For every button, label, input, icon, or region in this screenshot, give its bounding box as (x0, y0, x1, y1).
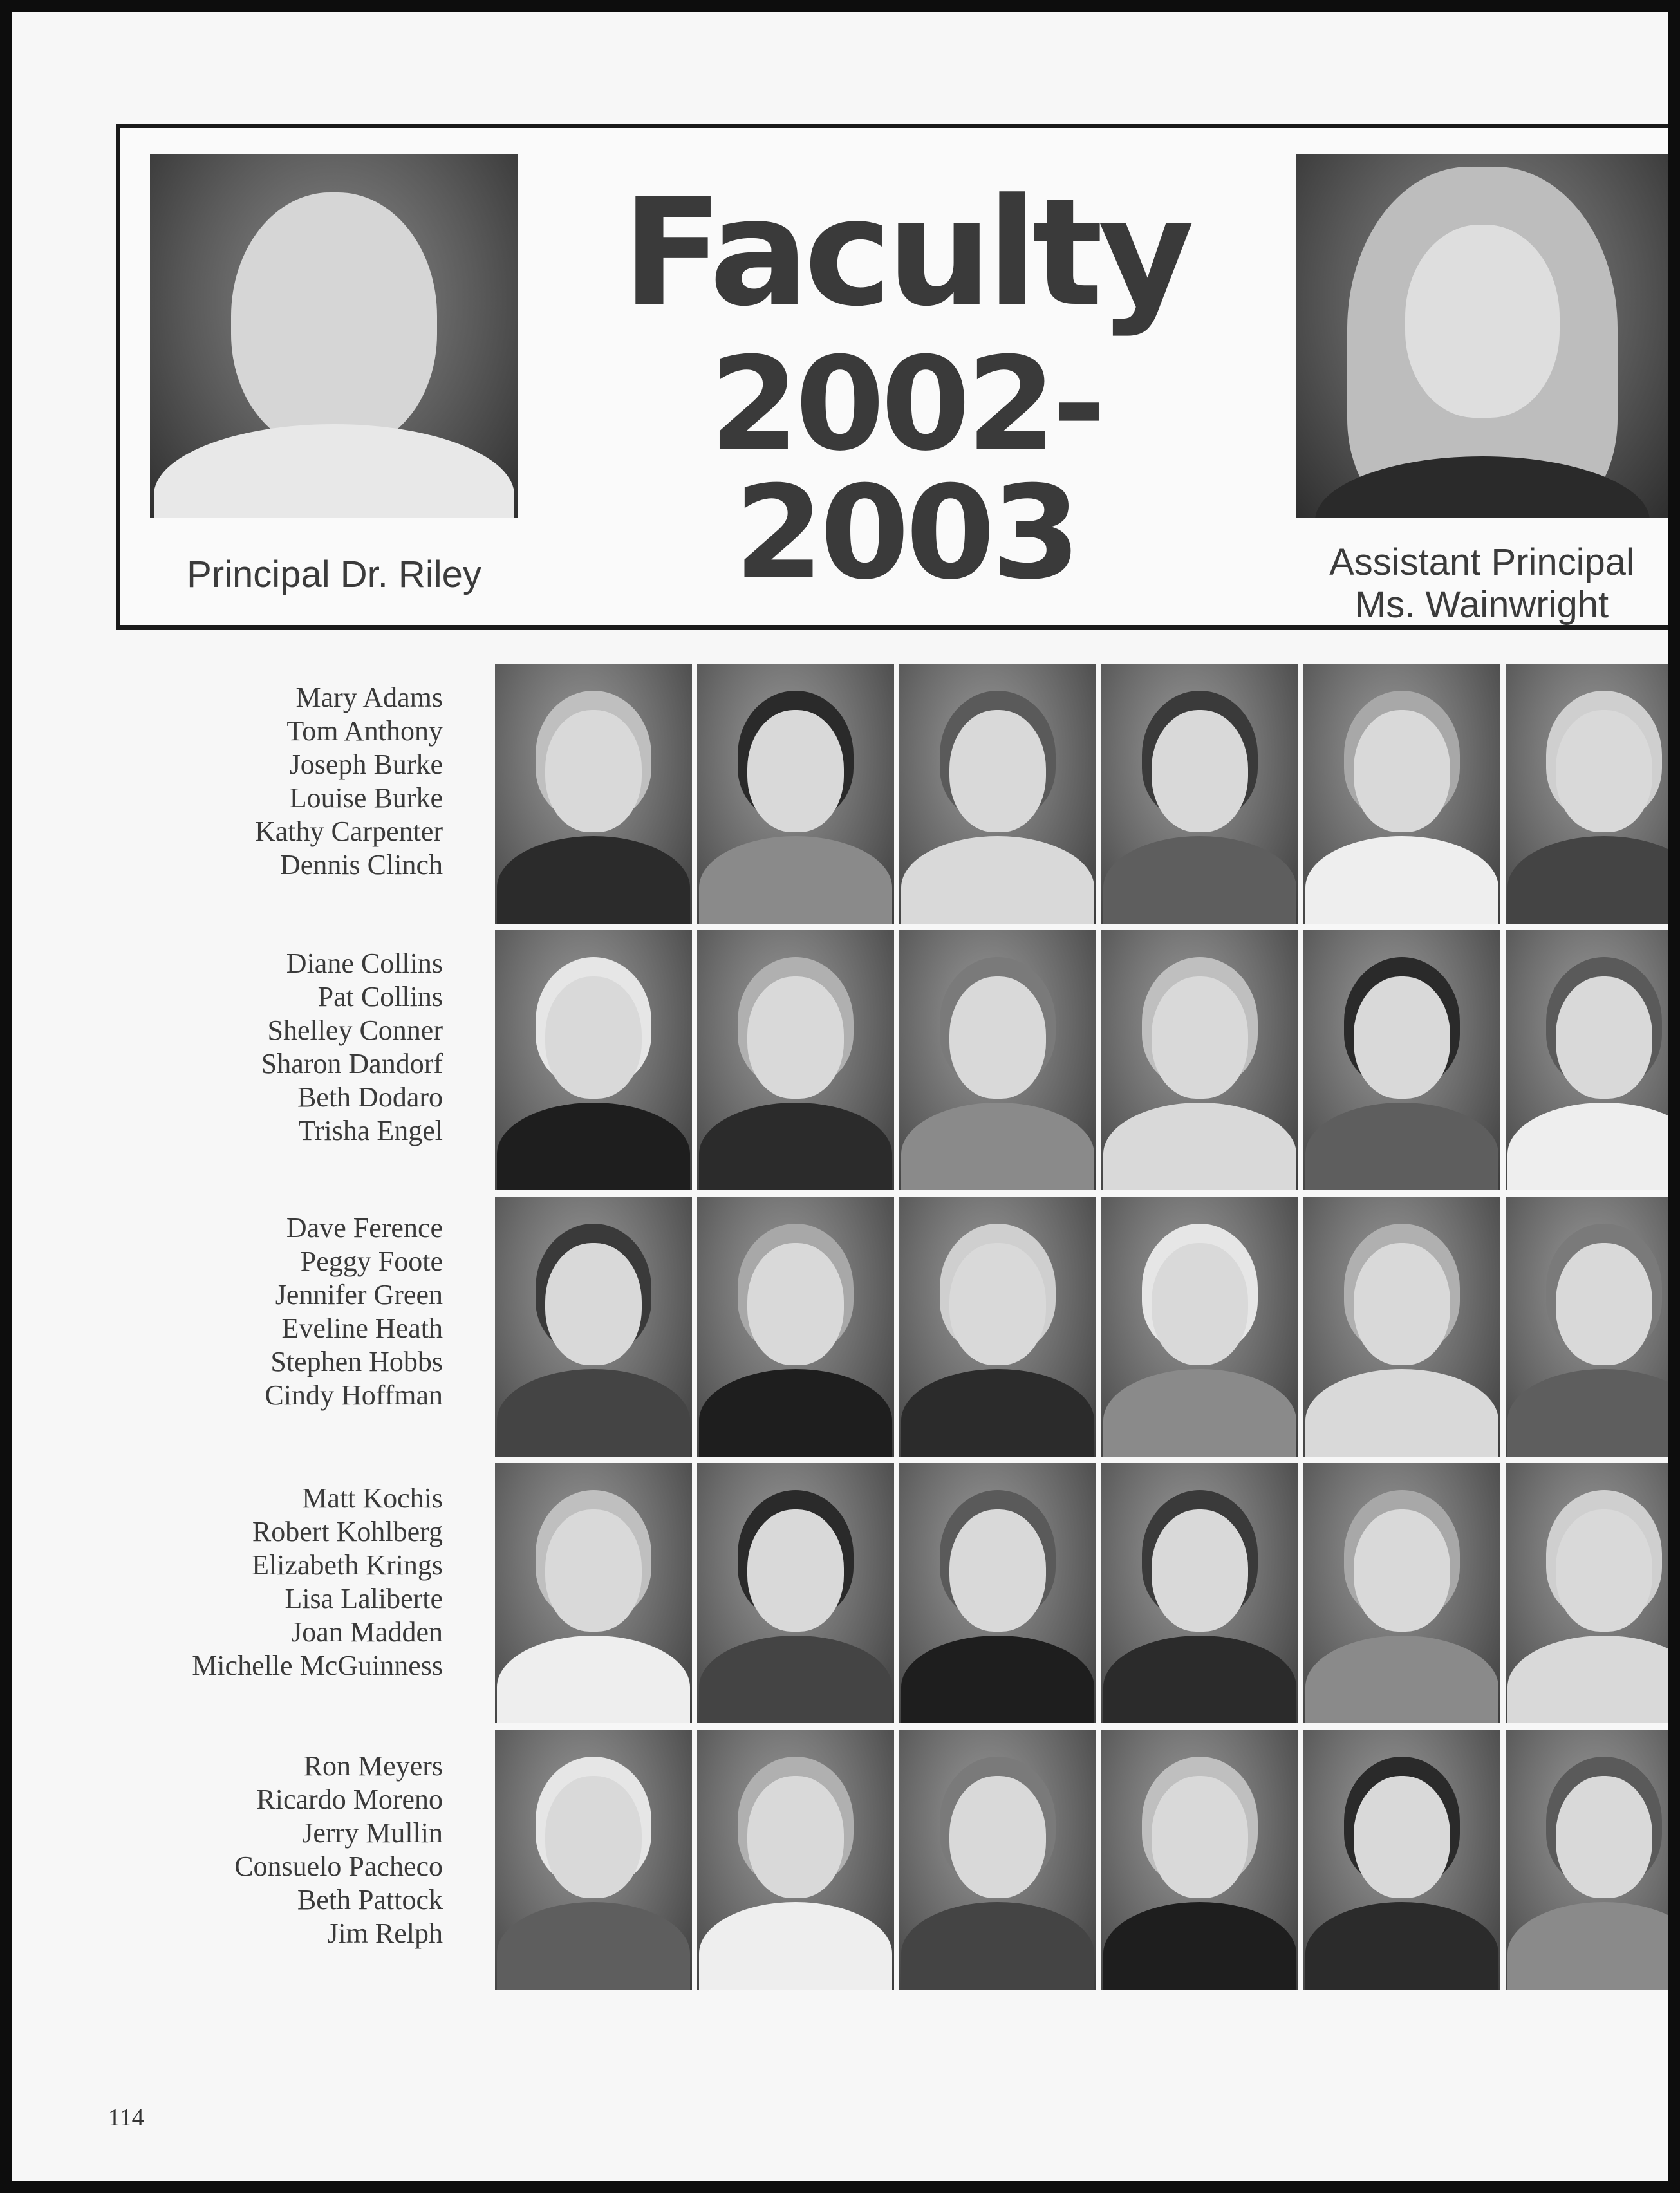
names-row-2 (108, 947, 443, 1148)
faculty-header-box (116, 124, 1668, 630)
name-label: Stephen Hobbs (270, 1346, 443, 1377)
principal-photo (150, 154, 518, 518)
assistant-principal-caption (1273, 541, 1668, 626)
faculty-photo (1101, 930, 1298, 1190)
faculty-photo (1303, 1197, 1500, 1457)
name-label: Jerry Mullin (302, 1817, 443, 1849)
name-label: Louise Burke (289, 782, 443, 814)
yearbook-page (12, 12, 1668, 2181)
name-label: Beth Pattock (297, 1884, 443, 1916)
faculty-photo (1506, 664, 1668, 924)
name-label: Peggy Foote (300, 1246, 443, 1277)
faculty-photo (495, 1730, 692, 1990)
name-label: Ron Meyers (303, 1750, 443, 1782)
faculty-photo (1101, 1463, 1298, 1723)
names-row-1 (108, 681, 443, 882)
faculty-photo (1506, 930, 1668, 1190)
faculty-photo (1303, 664, 1500, 924)
title-line-2: 2002-2003 (709, 330, 1102, 608)
page-title (571, 167, 1240, 608)
faculty-photo (697, 1463, 894, 1723)
name-label: Shelley Conner (267, 1014, 443, 1046)
faculty-photo (495, 1197, 692, 1457)
faculty-photo (1303, 930, 1500, 1190)
name-label: Jennifer Green (275, 1279, 443, 1311)
faculty-photo (495, 1463, 692, 1723)
name-label: Diane Collins (286, 947, 443, 979)
name-label: Sharon Dandorf (261, 1048, 443, 1079)
faculty-photo (1506, 1463, 1668, 1723)
assistant-principal-photo (1296, 154, 1668, 518)
name-label: Mary Adams (295, 682, 443, 713)
faculty-photo (899, 930, 1096, 1190)
page-number: 114 (108, 2104, 144, 2131)
name-label: Elizabeth Krings (252, 1549, 443, 1581)
faculty-photo (1506, 1197, 1668, 1457)
faculty-photo (495, 930, 692, 1190)
names-row-4 (108, 1482, 443, 1683)
faculty-photo (495, 664, 692, 924)
name-label: Eveline Heath (281, 1312, 443, 1344)
name-label: Cindy Hoffman (265, 1379, 443, 1411)
names-row-5 (108, 1750, 443, 1950)
faculty-photo (899, 664, 1096, 924)
name-label: Joseph Burke (289, 749, 443, 780)
name-label: Jim Relph (327, 1918, 443, 1949)
faculty-photo (697, 664, 894, 924)
faculty-photo (697, 1197, 894, 1457)
name-label: Pat Collins (317, 981, 443, 1013)
faculty-photo (899, 1730, 1096, 1990)
faculty-photo (1506, 1730, 1668, 1990)
principal-caption: Principal Dr. Riley (187, 554, 481, 595)
faculty-photo (1101, 1730, 1298, 1990)
name-label: Tom Anthony (286, 715, 443, 747)
title-line-1: Faculty (622, 167, 1190, 339)
name-label: Beth Dodaro (297, 1081, 443, 1113)
name-label: Matt Kochis (302, 1482, 443, 1514)
name-label: Trisha Engel (298, 1115, 443, 1146)
assistant-principal-title: Assistant Principal (1329, 541, 1634, 583)
names-row-3 (108, 1211, 443, 1412)
faculty-photo (899, 1197, 1096, 1457)
faculty-photo (697, 1730, 894, 1990)
name-label: Kathy Carpenter (255, 816, 443, 847)
faculty-photo (899, 1463, 1096, 1723)
name-label: Dennis Clinch (280, 849, 443, 881)
faculty-photo (1101, 664, 1298, 924)
faculty-photo (1303, 1463, 1500, 1723)
assistant-principal-name: Ms. Wainwright (1354, 584, 1609, 626)
name-label: Lisa Laliberte (285, 1583, 443, 1614)
faculty-photo (697, 930, 894, 1190)
faculty-photo (1101, 1197, 1298, 1457)
name-label: Joan Madden (291, 1616, 443, 1648)
name-label: Ricardo Moreno (256, 1784, 443, 1815)
faculty-photo (1303, 1730, 1500, 1990)
name-label: Robert Kohlberg (252, 1516, 443, 1547)
name-label: Michelle McGuinness (192, 1650, 443, 1681)
name-label: Dave Ference (286, 1212, 443, 1244)
name-label: Consuelo Pacheco (234, 1851, 443, 1882)
